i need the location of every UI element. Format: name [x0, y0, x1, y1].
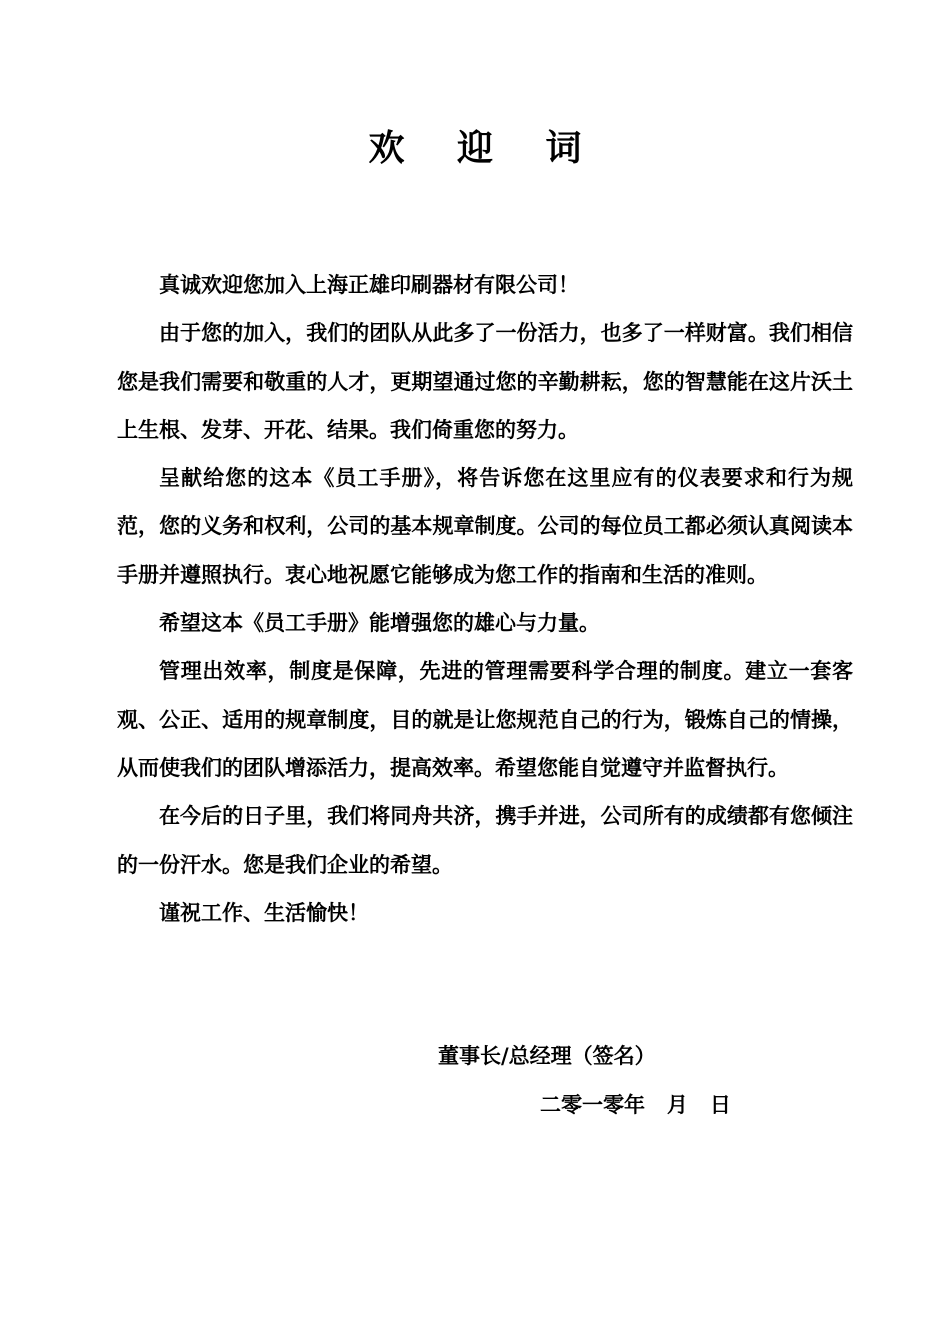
paragraph-team: 由于您的加入，我们的团队从此多了一份活力，也多了一样财富。我们相信您是我们需要和敬重的人才，更期望通过您的辛勤耕耘，您的智慧能在这片沃土上生根、发芽、开花、结果。我们倚重您的努力。: [117, 320, 853, 442]
paragraph-future: 在今后的日子里，我们将同舟共济，携手并进，公司所有的成绩都有您倾注的一份汗水。您是我们企业的希望。: [117, 803, 853, 877]
signature-title: 董事长/总经理（签名）: [438, 1043, 656, 1068]
document-title: 欢 迎 词: [368, 127, 602, 169]
paragraph-closing: 谨祝工作、生活愉快！: [159, 899, 369, 925]
signature-date: 二零一零年 月 日: [540, 1092, 731, 1117]
paragraph-hope: 希望这本《员工手册》能增强您的雄心与力量。: [159, 610, 600, 636]
paragraph-handbook: 呈献给您的这本《员工手册》，将告诉您在这里应有的仪表要求和行为规范，您的义务和权利，公司的基本规章制度。公司的每位员工都必须认真阅读本手册并遵照执行。衷心地祝愿它能够成为您工作的指南和生活的准则。: [117, 465, 853, 587]
paragraph-greeting: 真诚欢迎您加入上海正雄印刷器材有限公司！: [159, 272, 579, 297]
letter-body: [117, 261, 853, 937]
paragraph-management: 管理出效率，制度是保障，先进的管理需要科学合理的制度。建立一套客观、公正、适用的规章制度，目的就是让您规范自己的行为，锻炼自己的情操，从而使我们的团队增添活力，提高效率。希望您能自觉遵守并监督执行。: [117, 658, 853, 780]
